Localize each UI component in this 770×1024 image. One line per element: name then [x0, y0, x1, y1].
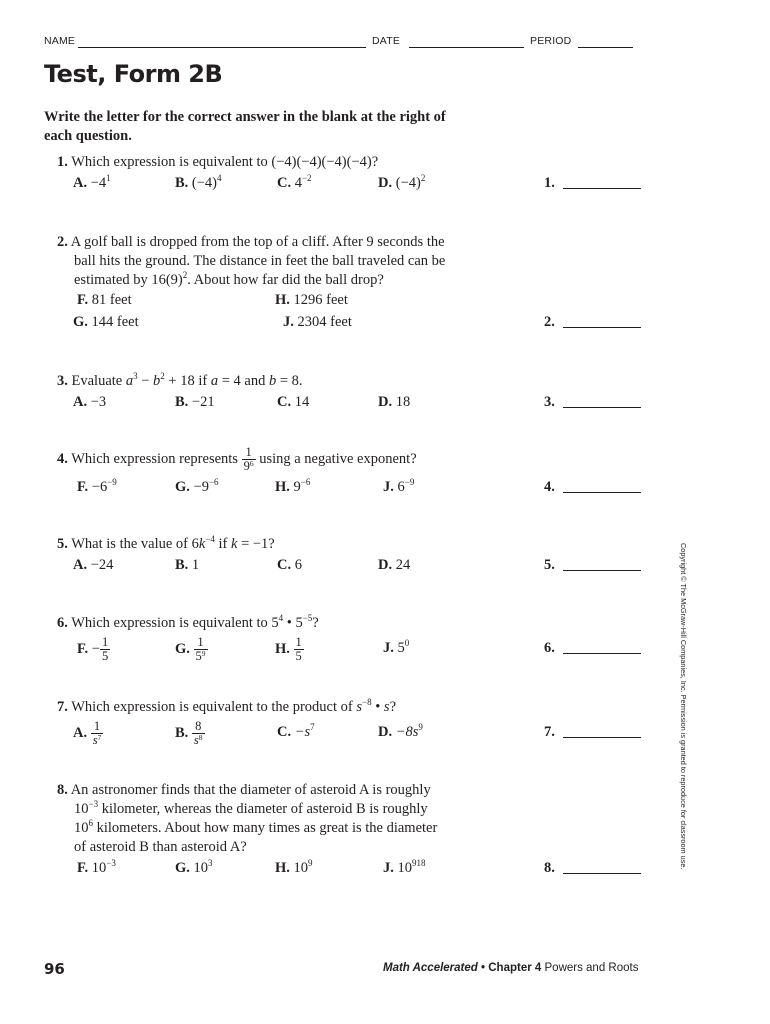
answer-blank-7[interactable]	[563, 737, 641, 738]
answer-blank-3[interactable]	[563, 407, 641, 408]
answer-blank-label-8: 8.	[544, 860, 555, 876]
q2-choice-f: F. 81 feet	[77, 292, 132, 308]
answer-blank-label-1: 1.	[544, 175, 555, 191]
q2-choice-g: G. 144 feet	[73, 314, 139, 330]
q5-choice-a: A. −24	[73, 557, 114, 573]
page-title: Test, Form 2B	[44, 60, 223, 88]
q5-choice-d: D. 24	[378, 557, 411, 573]
chapter-label: Chapter 4	[488, 962, 542, 974]
date-field-line[interactable]	[409, 47, 524, 48]
copyright-notice: Copyright © The McGraw-Hill Companies, Inc. Permission is granted to reproduce for classroom use.	[679, 543, 688, 870]
q8-choice-g: G. $10^3$	[175, 858, 213, 876]
answer-blank-label-3: 3.	[544, 394, 555, 410]
instructions: Write the letter for the correct answer in the blank at the right of each question.	[44, 109, 446, 144]
q7-choice-d: D. $-8s^9$	[378, 722, 423, 740]
question-6: 6. Which expression is equivalent to $5^4$ • $5^{-5}$?	[57, 613, 319, 631]
period-field-line[interactable]	[578, 47, 633, 48]
q3-choice-a: A. −3	[73, 394, 107, 410]
question-2: 2. A golf ball is dropped from the top of a cliff. After 9 seconds the ball hits the ground. The distance in feet the ball traveled can be estimated by $16(9)^2$. About how far did the ball drop?	[57, 234, 446, 288]
question-8: 8. An astronomer finds that the diameter of asteroid A is roughly $10^{-3}$ kilometer, whereas the diameter of asteroid B is roughly $10^6$ kilometers. About how many times as great is the diameter of asteroid B than asteroid A?	[57, 782, 438, 855]
page-number: 96	[44, 960, 65, 978]
q8-choice-h: H. $10^9$	[275, 858, 313, 876]
date-label: DATE	[372, 35, 401, 47]
q6-choice-h: H. $\frac{1}{5}$	[275, 635, 302, 663]
q4-choice-h: H. $9^{-6}$	[275, 477, 311, 495]
q1-choice-d: D. $(-4)^2$	[378, 173, 426, 191]
question-7: 7. Which expression is equivalent to the product of $s^{-8}$ • s?	[57, 697, 396, 715]
answer-blank-label-5: 5.	[544, 557, 555, 573]
q1-choice-c: C. $4^{-2}$	[277, 173, 312, 191]
q4-choice-f: F. $-6^{-9}$	[77, 477, 117, 495]
question-3: 3. Evaluate $a^3 - b^2 + 18$ if a = 4 and b = 8.	[57, 371, 303, 389]
q7-choice-c: C. $-s^7$	[277, 722, 315, 740]
answer-blank-label-6: 6.	[544, 640, 555, 656]
q3-choice-c: C. 14	[277, 394, 310, 410]
answer-blank-label-4: 4.	[544, 479, 555, 495]
answer-blank-label-2: 2.	[544, 314, 555, 330]
name-label: NAME	[44, 35, 76, 47]
name-field-line[interactable]	[78, 47, 366, 48]
q5-choice-c: C. 6	[277, 557, 302, 573]
question-5: 5. What is the value of $6k^{-4}$ if k = −1?	[57, 534, 275, 552]
answer-blank-6[interactable]	[563, 653, 641, 654]
book-title: Math Accelerated	[383, 962, 478, 974]
q7-choice-a: A. $\frac{1}{s^7}$	[73, 719, 102, 747]
answer-blank-5[interactable]	[563, 570, 641, 571]
question-4: 4. Which expression represents $\frac{1}{9^6}$ using a negative exponent?	[57, 445, 417, 473]
answer-blank-8[interactable]	[563, 873, 641, 874]
q6-choice-f: F. − $\frac{1}{5}$	[77, 635, 109, 663]
q3-choice-b: B. −21	[175, 394, 215, 410]
q4-fraction: $\frac{1}{9^6}$	[243, 445, 254, 473]
q6-choice-g: G. $\frac{1}{5^9}$	[175, 635, 206, 663]
q8-choice-f: F. $10^{-3}$	[77, 858, 116, 876]
q1-choice-b: B. $(-4)^4$	[175, 173, 222, 191]
q4-choice-g: G. $-9^{-6}$	[175, 477, 219, 495]
q2-choice-h: H. 1296 feet	[275, 292, 348, 308]
footer-credit	[383, 962, 638, 974]
q5-choice-b: B. 1	[175, 557, 200, 573]
chapter-title: Powers and Roots	[544, 962, 639, 974]
q8-choice-j: J. $10^{918}$	[383, 858, 426, 876]
q6-choice-j: J. $5^0$	[383, 638, 410, 656]
q3-choice-d: D. 18	[378, 394, 411, 410]
answer-blank-4[interactable]	[563, 492, 641, 493]
q4-choice-j: J. $6^{-9}$	[383, 477, 415, 495]
footer-bullet: •	[481, 962, 486, 974]
answer-blank-label-7: 7.	[544, 724, 555, 740]
answer-blank-1[interactable]	[563, 188, 641, 189]
period-label: PERIOD	[530, 35, 572, 47]
q7-choice-b: B. $\frac{8}{s^8}$	[175, 719, 203, 747]
q1-choice-a: A. $-4^1$	[73, 173, 111, 191]
question-1: 1. Which expression is equivalent to (−4)(−4)(−4)(−4)?	[57, 154, 379, 170]
q2-choice-j: J. 2304 feet	[283, 314, 352, 330]
answer-blank-2[interactable]	[563, 327, 641, 328]
